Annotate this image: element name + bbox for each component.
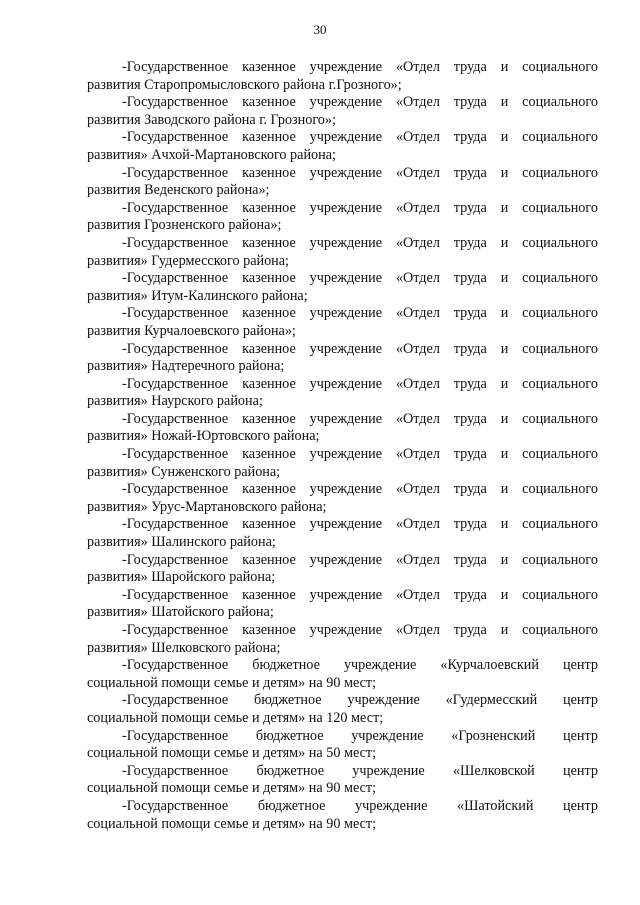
list-item	[87, 446, 598, 481]
list-item-first-line	[87, 481, 598, 499]
list-item-continuation: развития Грозненского района»;	[87, 217, 282, 234]
word: и	[500, 586, 509, 603]
word: «Отдел	[395, 129, 440, 146]
word: учреждение	[355, 797, 428, 814]
list-item-first-line	[87, 516, 598, 534]
list-item	[87, 798, 598, 833]
word: труда	[453, 516, 487, 533]
word: -Государственное	[122, 375, 229, 392]
word: казенное	[242, 164, 296, 181]
list-item	[87, 481, 598, 516]
word: «Отдел	[395, 234, 440, 251]
word: казенное	[242, 481, 296, 498]
word: труда	[453, 340, 487, 357]
word: «Отдел	[395, 410, 440, 427]
list-item-continuation: развития» Итум-Калинского района;	[87, 287, 308, 304]
word: учреждение	[352, 762, 425, 779]
word: учреждение	[309, 199, 383, 216]
list-item	[87, 411, 598, 446]
word: учреждение	[309, 551, 383, 568]
list-item-first-line	[87, 129, 598, 147]
list-item-first-line	[87, 587, 598, 605]
word: -Государственное	[122, 586, 229, 603]
word: и	[500, 164, 509, 181]
word: «Шатойский	[457, 797, 534, 814]
word: и	[500, 59, 509, 75]
word: -Государственное	[122, 727, 229, 744]
list-item-first-line	[87, 446, 598, 464]
word: «Отдел	[395, 551, 440, 568]
list-item-first-line	[87, 235, 598, 253]
word: казенное	[242, 375, 296, 392]
word: и	[500, 234, 509, 251]
word: -Государственное	[122, 340, 229, 357]
word: казенное	[242, 270, 296, 287]
word: и	[500, 94, 509, 111]
word: «Отдел	[395, 446, 440, 463]
list-item-first-line	[87, 552, 598, 570]
word: труда	[453, 586, 487, 603]
word: социального	[522, 270, 598, 287]
list-item-continuation: развития Курчалоевского района»;	[87, 322, 296, 339]
word: учреждение	[309, 129, 383, 146]
list-item-first-line	[87, 657, 598, 675]
list-item-first-line	[87, 763, 598, 781]
word: -Государственное	[122, 516, 229, 533]
list-item-first-line	[87, 622, 598, 640]
word: учреждение	[309, 164, 383, 181]
word: учреждение	[343, 657, 417, 674]
word: социального	[522, 622, 598, 638]
word: -Государственное	[122, 762, 229, 779]
word: центр	[563, 657, 598, 674]
list-item-continuation: развития» Наурского района;	[87, 393, 263, 410]
word: «Отдел	[395, 305, 440, 322]
word: социального	[522, 94, 598, 111]
word: казенное	[242, 586, 296, 603]
list-item-continuation: развития Старопромысловского района г.Грозного»;	[87, 76, 402, 93]
word: «Отдел	[395, 199, 440, 216]
word: «Отдел	[395, 375, 440, 392]
word: учреждение	[309, 270, 383, 287]
word: труда	[453, 164, 487, 181]
word: труда	[453, 199, 487, 216]
document-body	[87, 59, 598, 833]
word: «Шелковской	[452, 762, 535, 779]
word: учреждение	[309, 340, 383, 357]
word: и	[500, 551, 509, 568]
list-item	[87, 376, 598, 411]
word: -Государственное	[122, 270, 229, 287]
list-item	[87, 552, 598, 587]
word: бюджетное	[254, 692, 322, 709]
list-item	[87, 200, 598, 235]
word: «Грозненский	[451, 727, 536, 744]
list-item	[87, 270, 598, 305]
word: и	[500, 340, 509, 357]
word: бюджетное	[252, 657, 320, 674]
word: -Государственное	[122, 59, 229, 75]
list-item-first-line	[87, 341, 598, 359]
word: -Государственное	[122, 305, 229, 322]
word: труда	[453, 375, 487, 392]
word: социального	[522, 481, 598, 498]
word: труда	[453, 59, 487, 75]
list-item-continuation: развития» Сунженского района;	[87, 463, 281, 480]
list-item	[87, 165, 598, 200]
list-item	[87, 235, 598, 270]
list-item-continuation: социальной помощи семье и детям» на 90 мест;	[87, 674, 377, 691]
word: казенное	[242, 59, 296, 75]
word: учреждение	[309, 94, 383, 111]
list-item-first-line	[87, 692, 598, 710]
list-item	[87, 728, 598, 763]
list-item	[87, 587, 598, 622]
word: «Курчалоевский	[440, 657, 539, 674]
word: «Отдел	[395, 622, 440, 638]
word: центр	[563, 692, 598, 709]
word: учреждение	[347, 692, 420, 709]
word: -Государственное	[122, 657, 229, 674]
list-item-first-line	[87, 728, 598, 746]
list-item	[87, 692, 598, 727]
list-item-continuation: развития Веденского района»;	[87, 182, 270, 199]
list-item-continuation: развития» Шатойского района;	[87, 604, 274, 621]
list-item-continuation: развития» Надтеречного района;	[87, 358, 285, 375]
word: социального	[522, 340, 598, 357]
word: и	[500, 446, 509, 463]
list-item	[87, 657, 598, 692]
word: казенное	[242, 410, 296, 427]
word: труда	[453, 270, 487, 287]
list-item-continuation: развития» Шелковского района;	[87, 639, 281, 656]
word: и	[500, 375, 509, 392]
word: казенное	[242, 446, 296, 463]
word: «Отдел	[395, 481, 440, 498]
word: социального	[522, 234, 598, 251]
word: учреждение	[309, 622, 383, 638]
word: учреждение	[309, 305, 383, 322]
list-item-first-line	[87, 798, 598, 816]
word: -Государственное	[122, 410, 229, 427]
list-item-first-line	[87, 270, 598, 288]
word: -Государственное	[122, 164, 229, 181]
word: учреждение	[309, 516, 383, 533]
list-item	[87, 516, 598, 551]
word: учреждение	[309, 481, 383, 498]
word: бюджетное	[257, 797, 326, 814]
word: -Государственное	[122, 446, 229, 463]
word: и	[500, 270, 509, 287]
list-item	[87, 129, 598, 164]
word: казенное	[242, 199, 296, 216]
word: учреждение	[309, 410, 383, 427]
list-item-first-line	[87, 165, 598, 183]
word: учреждение	[351, 727, 424, 744]
list-item-continuation: развития» Шалинского района;	[87, 534, 276, 551]
list-item	[87, 59, 598, 94]
word: социального	[522, 375, 598, 392]
word: учреждение	[309, 446, 383, 463]
word: и	[500, 129, 509, 146]
list-item	[87, 94, 598, 129]
word: «Отдел	[395, 516, 440, 533]
word: казенное	[242, 340, 296, 357]
word: труда	[453, 551, 487, 568]
list-item-continuation: развития» Гудермесского района;	[87, 252, 290, 269]
word: казенное	[242, 516, 296, 533]
word: социального	[522, 59, 598, 75]
word: труда	[453, 234, 487, 251]
word: казенное	[242, 551, 296, 568]
word: и	[500, 410, 509, 427]
word: -Государственное	[122, 234, 229, 251]
word: бюджетное	[255, 727, 324, 744]
word: социального	[522, 551, 598, 568]
word: -Государственное	[122, 129, 229, 146]
word: и	[500, 199, 509, 216]
word: «Отдел	[395, 586, 440, 603]
word: «Отдел	[395, 340, 440, 357]
word: «Отдел	[395, 270, 440, 287]
word: социального	[522, 305, 598, 322]
word: казенное	[242, 94, 296, 111]
list-item-continuation: развития» Ножай-Юртовского района;	[87, 428, 320, 445]
word: труда	[453, 622, 487, 638]
list-item-first-line	[87, 200, 598, 218]
word: труда	[453, 94, 487, 111]
list-item	[87, 622, 598, 657]
word: казенное	[242, 129, 296, 146]
word: бюджетное	[256, 762, 325, 779]
list-item-continuation: социальной помощи семье и детям» на 120 мест;	[87, 709, 384, 726]
word: социального	[522, 446, 598, 463]
word: учреждение	[309, 586, 383, 603]
word: -Государственное	[122, 622, 229, 638]
word: социального	[522, 516, 598, 533]
word: -Государственное	[122, 199, 229, 216]
word: -Государственное	[122, 551, 229, 568]
list-item	[87, 305, 598, 340]
word: труда	[453, 129, 487, 146]
word: центр	[563, 797, 598, 814]
word: казенное	[242, 305, 296, 322]
word: -Государственное	[122, 692, 229, 709]
list-item-continuation: социальной помощи семье и детям» на 90 мест;	[87, 780, 377, 797]
list-item-first-line	[87, 94, 598, 112]
word: -Государственное	[122, 481, 229, 498]
word: -Государственное	[122, 94, 229, 111]
word: «Отдел	[395, 164, 440, 181]
word: учреждение	[309, 375, 383, 392]
page-number: 30	[313, 22, 327, 37]
word: социального	[522, 410, 598, 427]
word: труда	[453, 410, 487, 427]
word: социального	[522, 164, 598, 181]
word: «Отдел	[395, 59, 440, 75]
word: труда	[453, 305, 487, 322]
list-item-continuation: социальной помощи семье и детям» на 50 мест;	[87, 745, 377, 762]
list-item-continuation: развития» Урус-Мартановского района;	[87, 498, 327, 515]
word: учреждение	[309, 59, 383, 75]
list-item-first-line	[87, 59, 598, 77]
word: «Гудермесский	[445, 692, 538, 709]
word: социального	[522, 586, 598, 603]
word: казенное	[242, 622, 296, 638]
word: казенное	[242, 234, 296, 251]
list-item-first-line	[87, 305, 598, 323]
word: и	[500, 622, 509, 638]
list-item-continuation: развития Заводского района г. Грозного»;	[87, 111, 336, 128]
list-item-continuation: развития» Шаройского района;	[87, 569, 276, 586]
word: и	[500, 305, 509, 322]
word: центр	[563, 727, 598, 744]
word: социального	[522, 199, 598, 216]
word: «Отдел	[395, 94, 440, 111]
list-item	[87, 763, 598, 798]
list-item-first-line	[87, 411, 598, 429]
word: социального	[522, 129, 598, 146]
list-item-continuation: развития» Ачхой-Мартановского района;	[87, 146, 336, 163]
word: и	[500, 481, 509, 498]
list-item-first-line	[87, 376, 598, 394]
list-item	[87, 341, 598, 376]
word: центр	[563, 762, 598, 779]
word: труда	[453, 446, 487, 463]
word: и	[500, 516, 509, 533]
list-item-continuation: социальной помощи семье и детям» на 90 мест;	[87, 815, 377, 832]
word: труда	[453, 481, 487, 498]
word: учреждение	[309, 234, 383, 251]
word: -Государственное	[122, 797, 229, 814]
